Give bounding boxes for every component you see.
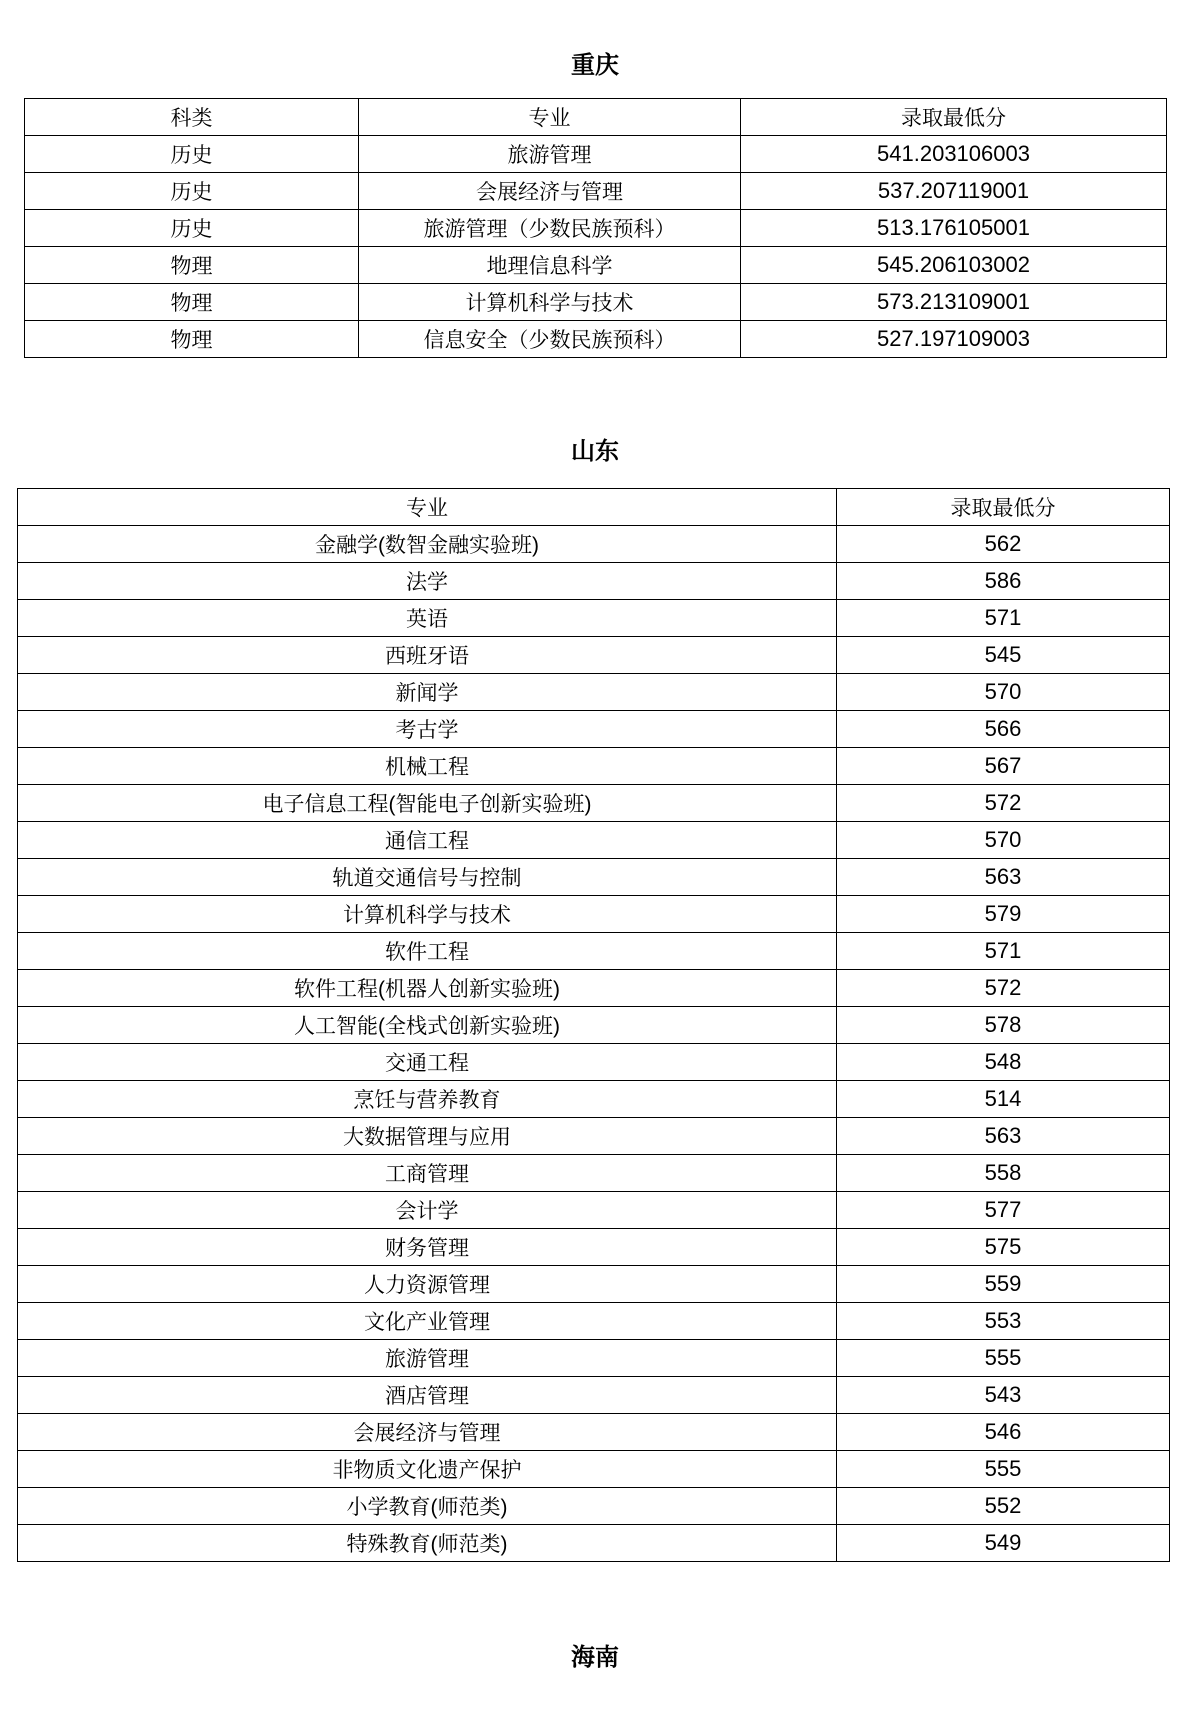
major-cell: 人力资源管理 [18, 1266, 837, 1303]
table-row [18, 970, 1170, 1007]
score-cell: 586 [837, 563, 1170, 600]
score-cell: 555 [837, 1340, 1170, 1377]
major-cell: 财务管理 [18, 1229, 837, 1266]
major-cell: 机械工程 [18, 748, 837, 785]
score-cell: 570 [837, 822, 1170, 859]
table-row [25, 210, 1167, 247]
table-row [18, 1266, 1170, 1303]
score-cell: 545 [837, 637, 1170, 674]
score-cell: 546 [837, 1414, 1170, 1451]
score-cell: 545.206103002 [741, 247, 1167, 284]
major-cell: 软件工程(机器人创新实验班) [18, 970, 837, 1007]
table-row [18, 785, 1170, 822]
major-cell: 烹饪与营养教育 [18, 1081, 837, 1118]
score-cell: 541.203106003 [741, 136, 1167, 173]
major-cell: 特殊教育(师范类) [18, 1525, 837, 1562]
subject-cell: 物理 [25, 247, 359, 284]
score-cell: 572 [837, 970, 1170, 1007]
table-row [18, 1229, 1170, 1266]
major-cell: 旅游管理（少数民族预科） [359, 210, 741, 247]
major-cell: 会计学 [18, 1192, 837, 1229]
table-row [18, 1377, 1170, 1414]
major-cell: 大数据管理与应用 [18, 1118, 837, 1155]
subject-cell: 历史 [25, 173, 359, 210]
table-row [18, 1081, 1170, 1118]
major-cell: 旅游管理 [359, 136, 741, 173]
table-row [25, 321, 1167, 358]
subject-cell: 物理 [25, 284, 359, 321]
score-cell: 575 [837, 1229, 1170, 1266]
score-cell: 555 [837, 1451, 1170, 1488]
subject-cell: 历史 [25, 210, 359, 247]
table-row [25, 173, 1167, 210]
column-header-min-score: 录取最低分 [741, 99, 1167, 136]
score-cell: 548 [837, 1044, 1170, 1081]
major-cell: 人工智能(全栈式创新实验班) [18, 1007, 837, 1044]
major-cell: 金融学(数智金融实验班) [18, 526, 837, 563]
major-cell: 计算机科学与技术 [359, 284, 741, 321]
major-cell: 工商管理 [18, 1155, 837, 1192]
table-row [18, 748, 1170, 785]
major-cell: 软件工程 [18, 933, 837, 970]
major-cell: 电子信息工程(智能电子创新实验班) [18, 785, 837, 822]
table-row [18, 1340, 1170, 1377]
table-row [18, 637, 1170, 674]
major-cell: 轨道交通信号与控制 [18, 859, 837, 896]
score-cell: 563 [837, 859, 1170, 896]
table-row [18, 1303, 1170, 1340]
score-cell: 543 [837, 1377, 1170, 1414]
major-cell: 信息安全（少数民族预科） [359, 321, 741, 358]
chongqing-score-table [24, 98, 1167, 358]
table-row [18, 600, 1170, 637]
score-cell: 562 [837, 526, 1170, 563]
score-cell: 577 [837, 1192, 1170, 1229]
major-cell: 小学教育(师范类) [18, 1488, 837, 1525]
major-cell: 西班牙语 [18, 637, 837, 674]
score-cell: 514 [837, 1081, 1170, 1118]
table-row [18, 526, 1170, 563]
major-cell: 地理信息科学 [359, 247, 741, 284]
score-cell: 549 [837, 1525, 1170, 1562]
table-row [18, 1525, 1170, 1562]
subject-cell: 物理 [25, 321, 359, 358]
major-cell: 非物质文化遗产保护 [18, 1451, 837, 1488]
major-cell: 旅游管理 [18, 1340, 837, 1377]
table-row [18, 1118, 1170, 1155]
score-cell: 571 [837, 933, 1170, 970]
table-row [18, 674, 1170, 711]
table-row [25, 284, 1167, 321]
score-cell: 527.197109003 [741, 321, 1167, 358]
section-title-chongqing: 重庆 [571, 52, 619, 79]
table-row [25, 247, 1167, 284]
column-header-major: 专业 [18, 489, 837, 526]
table-row [18, 859, 1170, 896]
score-cell: 558 [837, 1155, 1170, 1192]
table-row [18, 563, 1170, 600]
column-header-min-score: 录取最低分 [837, 489, 1170, 526]
score-cell: 563 [837, 1118, 1170, 1155]
shandong-score-table [17, 488, 1170, 1562]
column-header-subject: 科类 [25, 99, 359, 136]
table-row [18, 1414, 1170, 1451]
column-header-major: 专业 [359, 99, 741, 136]
table-row [18, 933, 1170, 970]
major-cell: 酒店管理 [18, 1377, 837, 1414]
score-cell: 537.207119001 [741, 173, 1167, 210]
table-row [18, 1451, 1170, 1488]
table-header-row [25, 99, 1167, 136]
subject-cell: 历史 [25, 136, 359, 173]
score-cell: 571 [837, 600, 1170, 637]
score-cell: 559 [837, 1266, 1170, 1303]
score-cell: 566 [837, 711, 1170, 748]
major-cell: 法学 [18, 563, 837, 600]
major-cell: 文化产业管理 [18, 1303, 837, 1340]
major-cell: 考古学 [18, 711, 837, 748]
major-cell: 计算机科学与技术 [18, 896, 837, 933]
score-cell: 572 [837, 785, 1170, 822]
major-cell: 会展经济与管理 [18, 1414, 837, 1451]
major-cell: 会展经济与管理 [359, 173, 741, 210]
score-cell: 579 [837, 896, 1170, 933]
major-cell: 交通工程 [18, 1044, 837, 1081]
score-cell: 553 [837, 1303, 1170, 1340]
table-row [18, 1192, 1170, 1229]
section-title-shandong: 山东 [571, 438, 619, 465]
major-cell: 新闻学 [18, 674, 837, 711]
table-row [18, 711, 1170, 748]
table-row [18, 1488, 1170, 1525]
score-cell: 570 [837, 674, 1170, 711]
score-cell: 573.213109001 [741, 284, 1167, 321]
major-cell: 英语 [18, 600, 837, 637]
table-row [18, 822, 1170, 859]
table-row [18, 1044, 1170, 1081]
table-row [18, 896, 1170, 933]
score-cell: 513.176105001 [741, 210, 1167, 247]
table-header-row [18, 489, 1170, 526]
score-cell: 578 [837, 1007, 1170, 1044]
table-row [25, 136, 1167, 173]
score-cell: 552 [837, 1488, 1170, 1525]
score-cell: 567 [837, 748, 1170, 785]
section-title-hainan: 海南 [571, 1644, 619, 1671]
major-cell: 通信工程 [18, 822, 837, 859]
table-row [18, 1007, 1170, 1044]
table-row [18, 1155, 1170, 1192]
